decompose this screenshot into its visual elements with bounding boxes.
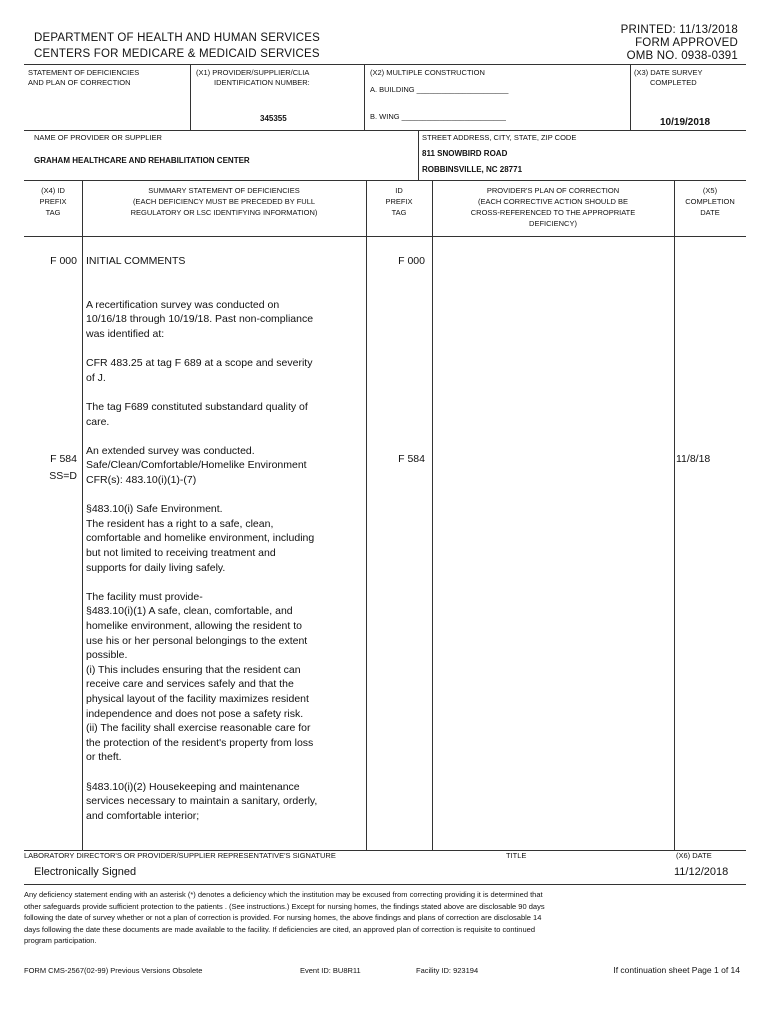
date-label: (X6) DATE (676, 851, 712, 860)
page-number: If continuation sheet Page 1 of 14 (613, 965, 740, 975)
statement-label-2: AND PLAN OF CORRECTION (28, 78, 131, 87)
summary-line: (i) This includes ensuring that the resident can (86, 663, 301, 676)
summary-line: or theft. (86, 751, 122, 764)
disclaimer-line: other safeguards provide sufficient protection to the patients . (See instructions.) Except for nursing homes, the findings stated above are disclosable 90 days (24, 901, 545, 911)
summary-line: CFR(s): 483.10(i)(1)-(7) (86, 474, 197, 486)
x5-header-3: DATE (700, 208, 720, 217)
omb-number: OMB NO. 0938-0391 (626, 50, 738, 62)
summary-line: independence and does not pose a safety risk. (86, 707, 304, 720)
signature-date: 11/12/2018 (674, 866, 729, 878)
summary-line: The resident has a right to a safe, clean, (86, 517, 274, 530)
summary-line: use his or her personal belongings to the extent (86, 634, 308, 647)
signature-value: Electronically Signed (34, 866, 137, 878)
building-label: A. BUILDING ______________________ (370, 85, 509, 94)
id-header-1: ID (395, 186, 403, 195)
event-id: Event ID: BU8R11 (300, 966, 361, 975)
disclaimer (24, 889, 545, 947)
disclaimer-line: Any deficiency statement ending with an asterisk (*) denotes a deficiency which the institution may be excused from correcting providing it is determined that (24, 890, 543, 899)
summary-line: Safe/Clean/Comfortable/Homelike Environment (86, 459, 307, 472)
street-address: 811 SNOWBIRD ROAD (422, 149, 508, 158)
summary-line: was identified at: (86, 328, 165, 340)
summary-header-3: REGULATORY OR LSC IDENTIFYING INFORMATION) (130, 208, 318, 217)
provider-name-label: NAME OF PROVIDER OR SUPPLIER (34, 133, 162, 142)
summary-line: INITIAL COMMENTS (86, 255, 186, 267)
f584-completion-date: 11/8/18 (676, 453, 711, 465)
summary-line: §483.10(i)(1) A safe, clean, comfortable, and (86, 605, 293, 618)
plan-header-2: (EACH CORRECTIVE ACTION SHOULD BE (477, 197, 629, 206)
signature-label: LABORATORY DIRECTOR'S OR PROVIDER/SUPPLIER REPRESENTATIVE'S SIGNATURE (24, 851, 336, 860)
form-number: FORM CMS-2567(02-99) Previous Versions Obsolete (24, 966, 203, 975)
title-label: TITLE (506, 851, 527, 860)
summary-line: supports for daily living safely. (86, 561, 226, 574)
statement-label-1: STATEMENT OF DEFICIENCIES (28, 68, 140, 77)
summary-line: services necessary to maintain a sanitary, orderly, (86, 795, 318, 808)
printed-date: PRINTED: 11/13/2018 (620, 24, 738, 36)
x4-header-1: (X4) ID (41, 186, 65, 195)
f000-prefix-tag: F 000 (50, 255, 77, 267)
disclaimer-line: following the date of survey whether or not a plan of correction is provided. For nursing homes, the above findings and plans of correction are disclosable 14 (24, 913, 542, 923)
survey-completed-date: 10/19/2018 (660, 117, 711, 128)
summary-line: The facility must provide- (86, 590, 203, 603)
disclaimer-line: days following the date these documents are made available to the facility. If deficiencies are cited, an approved plan of correction is requisite to continued (24, 924, 535, 934)
summary-line: An extended survey was conducted. (86, 444, 255, 457)
form-approved: FORM APPROVED (635, 37, 738, 49)
f584-id-tag: F 584 (398, 453, 425, 465)
x1-label-2: IDENTIFICATION NUMBER: (214, 78, 310, 87)
summary-line: care. (86, 415, 110, 428)
provider-id-number: 345355 (260, 114, 287, 123)
plan-header-4: DEFICIENCY) (529, 219, 577, 228)
summary-line: (ii) The facility shall exercise reasonable care for (86, 722, 311, 735)
summary-line: comfortable and homelike environment, including (86, 532, 315, 545)
summary-line: possible. (86, 649, 128, 662)
summary-line: 10/16/18 through 10/19/18. Past non-compliance (86, 313, 314, 326)
summary-header-2: (EACH DEFICIENCY MUST BE PRECEDED BY FULL (132, 197, 316, 206)
x4-header-3: TAG (45, 208, 61, 217)
summary-header-1: SUMMARY STATEMENT OF DEFICIENCIES (148, 186, 300, 195)
summary-line: CFR 483.25 at tag F 689 at a scope and severity (86, 357, 313, 370)
x2-label: (X2) MULTIPLE CONSTRUCTION (370, 68, 485, 77)
city-state-zip: ROBBINSVILLE, NC 28771 (422, 165, 523, 174)
summary-line: the protection of the resident's property from loss (86, 736, 314, 749)
agency-title: CENTERS FOR MEDICARE & MEDICAID SERVICES (34, 48, 320, 60)
x1-label: (X1) PROVIDER/SUPPLIER/CLIA (196, 68, 310, 77)
f584-prefix-tag: F 584 (50, 453, 77, 465)
f584-scope-severity: SS=D (49, 470, 77, 482)
plan-header-1: PROVIDER'S PLAN OF CORRECTION (486, 186, 620, 195)
id-header-2: PREFIX (385, 197, 413, 206)
facility-id: Facility ID: 923194 (416, 966, 479, 975)
x3-label-2: COMPLETED (650, 78, 697, 87)
summary-line: receive care and services safely and that the (86, 678, 294, 691)
x3-label: (X3) DATE SURVEY (634, 68, 703, 77)
f000-id-tag: F 000 (398, 255, 425, 267)
summary-line: homelike environment, allowing the resident to (86, 620, 302, 632)
wing-label: B. WING _________________________ (370, 112, 506, 121)
x5-header-2: COMPLETION (685, 197, 735, 206)
x5-header-1: (X5) (702, 186, 718, 195)
summary-line: §483.10(i)(2) Housekeeping and maintenance (86, 780, 300, 793)
address-label: STREET ADDRESS, CITY, STATE, ZIP CODE (422, 133, 577, 142)
plan-header-3: CROSS-REFERENCED TO THE APPROPRIATE (470, 208, 636, 217)
summary-line: The tag F689 constituted substandard quality of (86, 401, 308, 413)
id-header-3: TAG (391, 208, 407, 217)
department-title: DEPARTMENT OF HEALTH AND HUMAN SERVICES (34, 32, 320, 44)
summary-line: physical layout of the facility maximizes resident (86, 693, 309, 705)
summary-line: §483.10(i) Safe Environment. (86, 503, 223, 516)
summary-line: of J. (86, 371, 106, 384)
summary-line: A recertification survey was conducted on (86, 298, 280, 311)
summary-line: and comfortable interior; (86, 809, 200, 822)
summary-line: but not limited to receiving treatment and (86, 547, 276, 559)
provider-name: GRAHAM HEALTHCARE AND REHABILITATION CENTER (34, 156, 250, 165)
disclaimer-line: program participation. (24, 936, 97, 946)
x4-header-2: PREFIX (39, 197, 67, 206)
